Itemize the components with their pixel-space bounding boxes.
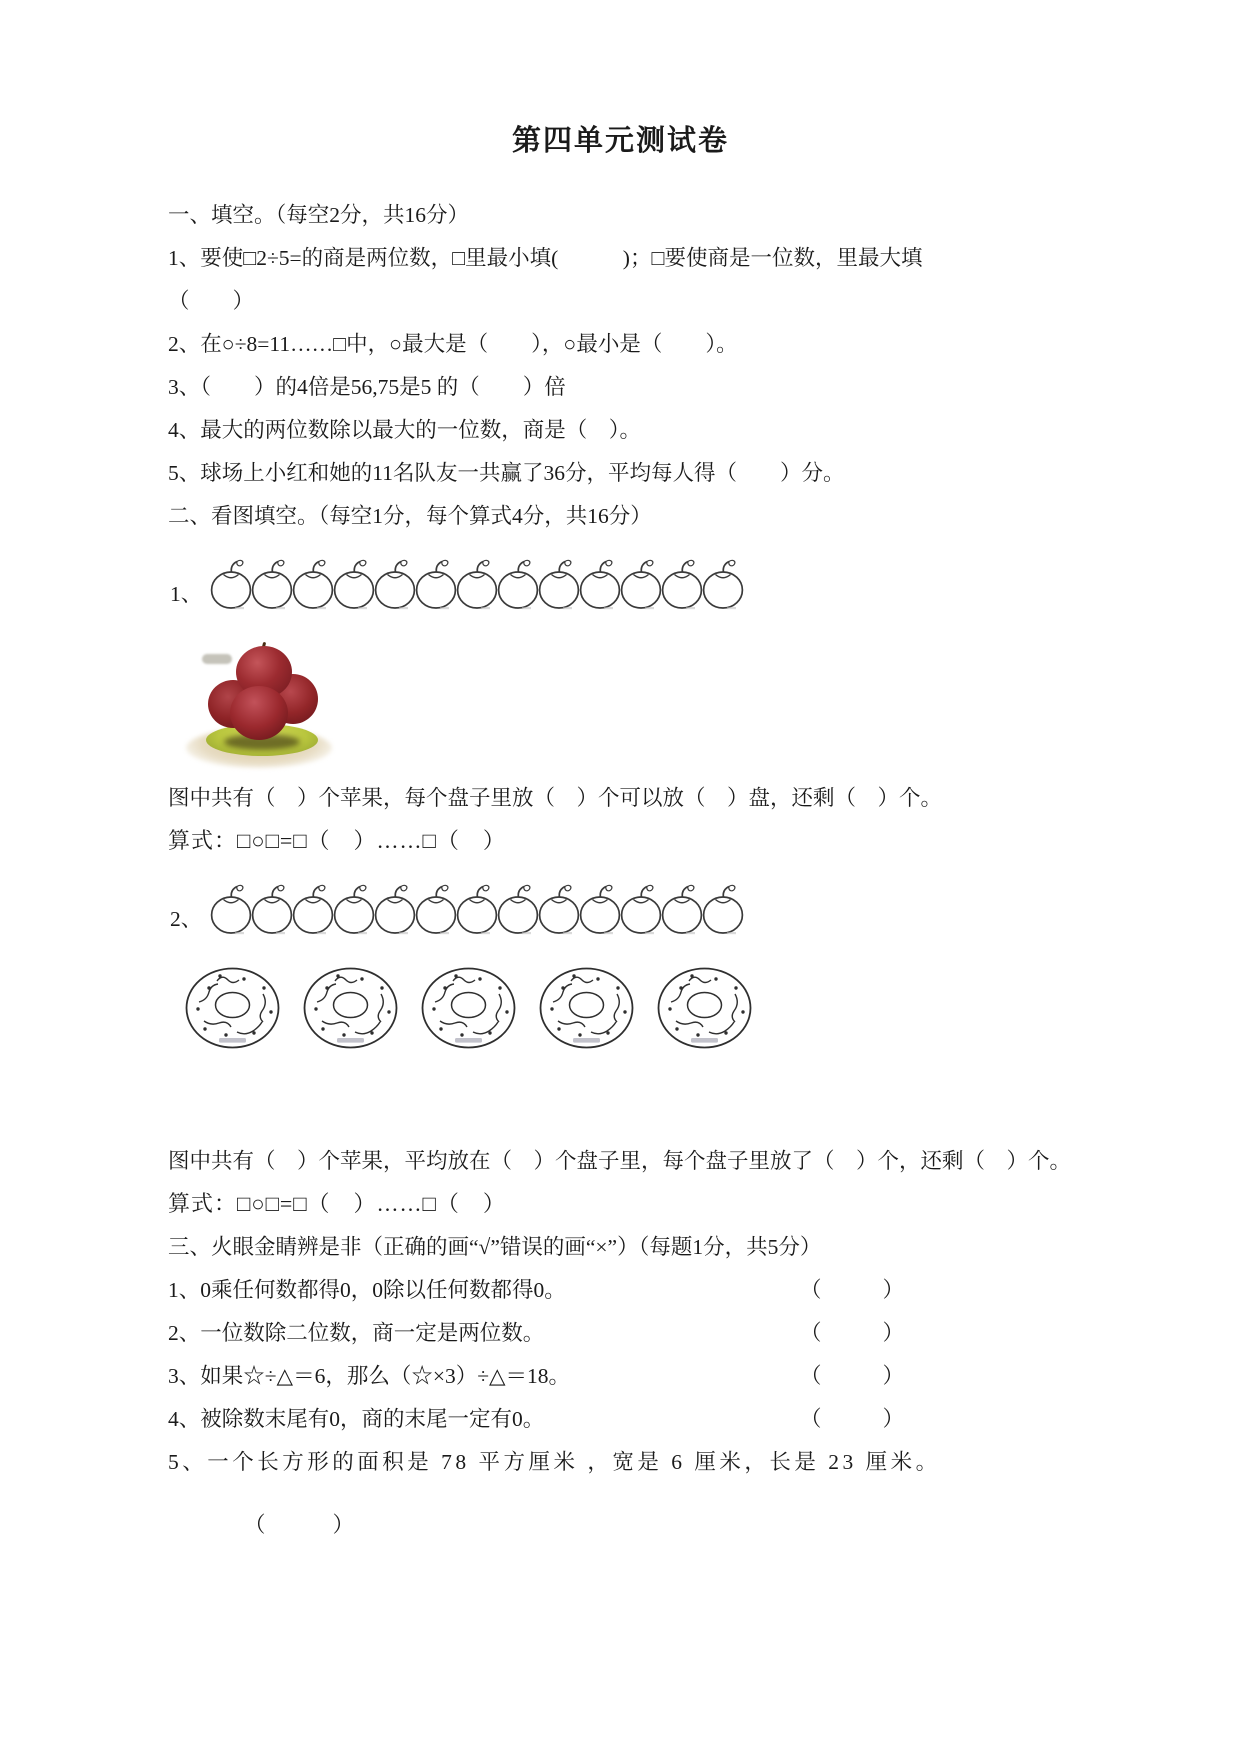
tf-item-5-answer-blank: （ ） — [244, 1513, 363, 1537]
tf-item-4 — [168, 1407, 910, 1431]
tf-item-3-answer-blank: （ ） — [799, 1364, 910, 1388]
tf-item-4-text: 4、被除数末尾有0，商的末尾一定有0。 — [168, 1407, 545, 1431]
tf-item-1-answer-blank: （ ） — [799, 1278, 910, 1302]
apple-outline-icons-row2 — [210, 881, 743, 935]
tf-item-3-text: 3、如果☆÷△＝6，那么（☆×3）÷△＝18。 — [168, 1364, 571, 1388]
q2-formula: 算式：□○□=□（ ）……□（ ） — [168, 1191, 506, 1216]
section3-heading: 三、火眼金睛辨是非（正确的画“√”错误的画“×”）（每题1分，共5分） — [168, 1235, 822, 1259]
tf-item-2 — [168, 1321, 910, 1345]
tf-item-3 — [168, 1364, 910, 1388]
tf-item-4-answer-blank: （ ） — [799, 1407, 910, 1431]
photo-apple — [230, 686, 288, 740]
q1-formula: 算式：□○□=□（ ）……□（ ） — [168, 828, 506, 853]
fill-item-4: 4、最大的两位数除以最大的一位数，商是（ ）。 — [168, 418, 642, 442]
tf-item-2-answer-blank: （ ） — [799, 1321, 910, 1345]
tf-item-1 — [168, 1278, 910, 1302]
fill-item-1-blank: （ ） — [168, 289, 255, 313]
fill-item-3: 3、（ ）的4倍是56,75是5 的（ ）倍 — [168, 375, 566, 399]
fill-item-1: 1、要使□2÷5=的商是两位数，□里最小填( )；□要使商是一位数，里最大填 — [168, 246, 923, 270]
question2-label: 2、 — [170, 907, 203, 931]
section1-heading: 一、填空。（每空2分，共16分） — [168, 203, 470, 227]
apple-outline-icons-row1 — [210, 556, 743, 610]
tf-item-5-text: 5、一个长方形的面积是 78 平方厘米 ，宽是 6 厘米，长是 23 厘米。 — [168, 1450, 941, 1474]
fill-item-2: 2、在○÷8=11……□中，○最大是（ ），○最小是（ ）。 — [168, 332, 738, 356]
page-title: 第四单元测试卷 — [511, 125, 729, 157]
apple-row-q1 — [168, 554, 1073, 610]
photo-smudge — [202, 654, 232, 664]
fill-item-5: 5、球场上小红和她的11名队友一共赢了36分，平均每人得（ ）分。 — [168, 461, 845, 485]
section2-heading: 二、看图填空。（每空1分，每个算式4分，共16分） — [168, 504, 652, 528]
question1-label: 1、 — [170, 582, 203, 606]
tf-item-2-text: 2、一位数除二位数，商一定是两位数。 — [168, 1321, 545, 1345]
plate-outline-icons-row — [184, 965, 1073, 1053]
apple-row-q2 — [168, 879, 1073, 935]
q2-caption: 图中共有（ ）个苹果，平均放在（ ）个盘子里，每个盘子里放了（ ）个，还剩（ ）个。 — [168, 1149, 1072, 1173]
red-apples-on-green-plate-photo — [184, 642, 334, 770]
q1-caption: 图中共有（ ）个苹果，每个盘子里放（ ）个可以放（ ）盘，还剩（ ）个。 — [168, 786, 943, 810]
tf-item-1-text: 1、0乘任何数都得0，0除以任何数都得0。 — [168, 1278, 566, 1302]
